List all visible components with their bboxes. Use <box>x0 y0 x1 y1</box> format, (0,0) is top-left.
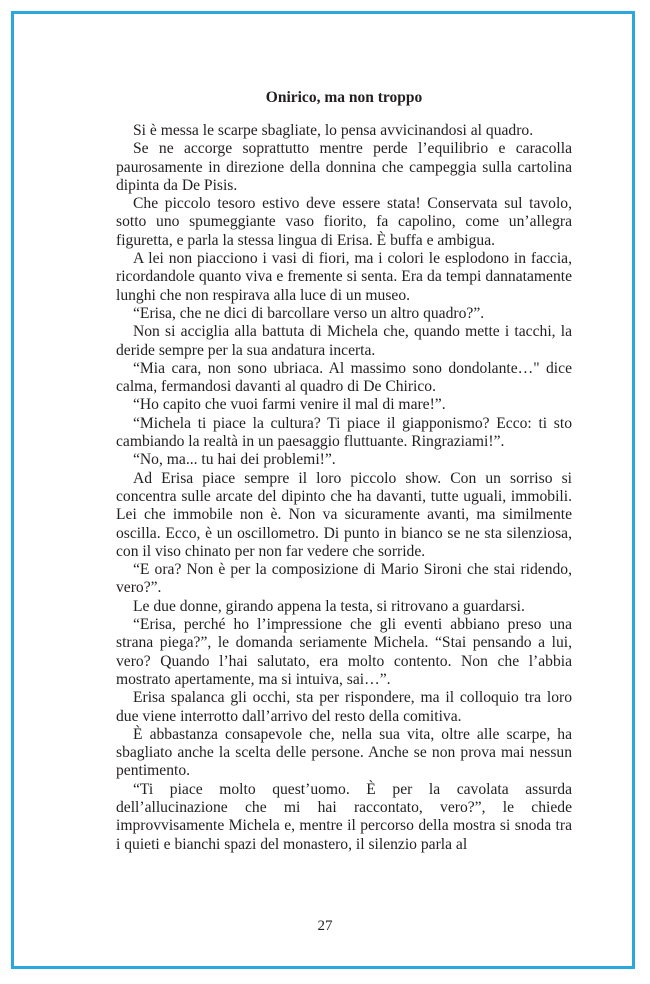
paragraph: “Erisa, perché ho l’impressione che gli eventi abbiano preso una strana piega?”, le domanda seriamente Michela. “Stai pensando a lui, vero? Quando l’hai salutato, era molto contento. Non che l’abbia mostrato apertamente, ma si intuiva, sai…”. <box>116 616 572 688</box>
paragraph: “Erisa, che ne dici di barcollare verso un altro quadro?”. <box>133 304 485 322</box>
paragraph: Erisa spalanca gli occhi, sta per rispondere, ma il colloquio tra loro due viene interrotto dall’arrivo del resto della comitiva. <box>116 689 572 725</box>
paragraph: “No, ma... tu hai dei problemi!”. <box>133 451 336 469</box>
paragraph: Che piccolo tesoro estivo deve essere stata! Conservata sul tavolo, sotto uno spumeggiante vaso fiorito, fa capolino, come un’allegra figuretta, e parla la stessa lingua di Erisa. È buffa e ambigua. <box>116 195 572 249</box>
paragraph: È abbastanza consapevole che, nella sua vita, oltre alle scarpe, ha sbagliato anche la scelta delle persone. Anche se non prova mai nessun pentimento. <box>116 725 572 780</box>
paragraph: Le due donne, girando appena la testa, si ritrovano a guardarsi. <box>133 597 525 615</box>
paragraph: “Mia cara, non sono ubriaca. Al massimo sono dondolante…" dice calma, fermandosi davanti al quadro di De Chirico. <box>116 359 572 396</box>
paragraph: “Ti piace molto quest’uomo. È per la cavolata assurda dell’allucinazione che mi hai raccontato, vero?”, le chiede improvvisamente Michela e, mentre il percorso della mostra si snoda tra i quieti e bianchi spazi del monastero, il silenzio parla al <box>116 780 572 853</box>
body-text <box>116 122 572 854</box>
paragraph: A lei non piacciono i vasi di fiori, ma i colori le esplodono in faccia, ricordandole quanto viva e fremente si senta. Era da tempi dannatamente lunghi che non respirava alla luce di un museo. <box>116 250 572 304</box>
text-block <box>116 88 572 854</box>
paragraph: “E ora? Non è per la composizione di Mario Sironi che stai ridendo, vero?”. <box>116 561 572 597</box>
paragraph: Si è messa le scarpe sbagliate, lo pensa avvicinandosi al quadro. <box>133 122 534 139</box>
paragraph: Ad Erisa piace sempre il loro piccolo show. Con un sorriso si concentra sulle arcate del dipinto che ha davanti, tutte uguali, immobili. Lei che immobile non è. Non va sicuramente avanti, ma similmente oscilla. Ecco, è un oscillometro. Di punto in bianco se ne sta silenziosa, con il viso chinato per non far vedere che sorride. <box>116 469 572 560</box>
page-number: 27 <box>317 918 333 934</box>
paragraph: Non si acciglia alla battuta di Michela che, quando mette i tacchi, la deride sempre per la sua andatura incerta. <box>116 323 572 359</box>
chapter-title: Onirico, ma non troppo <box>265 89 423 106</box>
paragraph: “Michela ti piace la cultura? Ti piace il giapponismo? Ecco: ti sto cambiando la realtà in un paesaggio fluttuante. Ringraziami!”. <box>116 414 572 451</box>
paragraph: Se ne accorge soprattutto mentre perde l’equilibrio e caracolla paurosamente in direzione della donnina che campeggia sulla cartolina dipinta da De Pisis. <box>116 140 572 194</box>
paragraph: “Ho capito che vuoi farmi venire il mal di mare!”. <box>133 396 446 414</box>
